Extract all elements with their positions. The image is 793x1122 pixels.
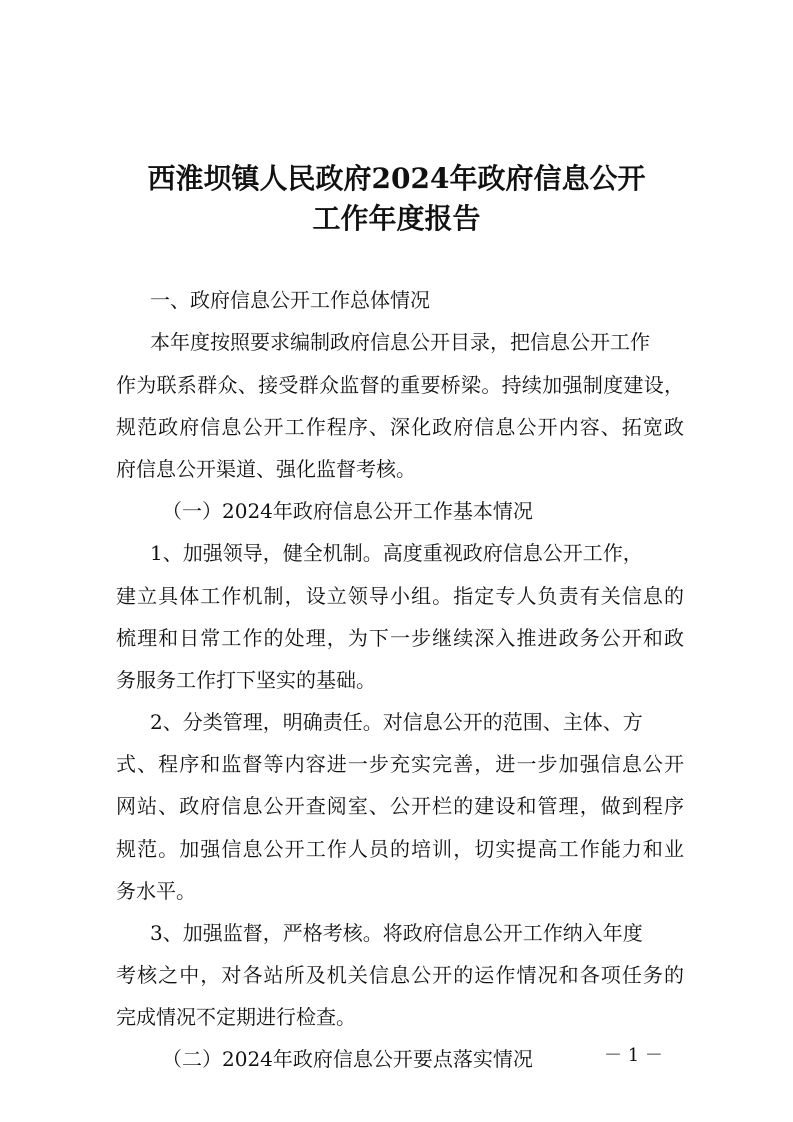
document-title-line-2: 工作年度报告 — [312, 202, 481, 235]
item-2-paragraph-line: 2、分类管理，明确责任。对信息公开的范围、主体、方 — [150, 710, 643, 734]
item-3-paragraph-line: 3、加强监督，严格考核。将政府信息公开工作纳入年度 — [150, 921, 643, 945]
item-3-paragraph-line: 考核之中，对各站所及机关信息公开的运作情况和各项任务的 — [116, 963, 684, 987]
intro-paragraph-line: 府信息公开渠道、强化监督考核。 — [116, 457, 416, 481]
item-2-paragraph-line: 规范。加强信息公开工作人员的培训，切实提高工作能力和业 — [116, 837, 684, 861]
item-1-paragraph-line: 1、加强领导，健全机制。高度重视政府信息公开工作， — [150, 541, 643, 565]
item-1-paragraph-line: 建立具体工作机制，设立领导小组。指定专人负责有关信息的 — [116, 584, 684, 608]
item-1-paragraph-line: 务服务工作打下坚实的基础。 — [116, 668, 376, 692]
section-1-heading: 一、政府信息公开工作总体情况 — [150, 288, 430, 312]
item-2-paragraph-line: 式、程序和监督等内容进一步充实完善，进一步加强信息公开 — [116, 752, 684, 776]
item-2-paragraph-line: 网站、政府信息公开查阅室、公开栏的建设和管理，做到程序 — [116, 794, 684, 818]
item-1-paragraph-line: 梳理和日常工作的处理，为下一步继续深入推进政务公开和政 — [116, 626, 684, 650]
item-3-paragraph-line: 完成情况不定期进行检查。 — [116, 1005, 356, 1029]
page-number: － 1 － — [604, 1045, 663, 1066]
intro-paragraph-line: 本年度按照要求编制政府信息公开目录，把信息公开工作 — [150, 330, 650, 354]
intro-paragraph-line: 规范政府信息公开工作程序、深化政府信息公开内容、拓宽政 — [116, 415, 684, 439]
subsection-2-heading: （二）2024年政府信息公开要点落实情况 — [162, 1047, 533, 1071]
intro-paragraph-line: 作为联系群众、接受群众监督的重要桥梁。持续加强制度建设， — [116, 373, 684, 397]
subsection-1-heading: （一）2024年政府信息公开工作基本情况 — [162, 499, 533, 523]
item-2-paragraph-line: 务水平。 — [116, 879, 196, 903]
document-title-line-1: 西淮坝镇人民政府2024年政府信息公开 — [147, 162, 646, 195]
